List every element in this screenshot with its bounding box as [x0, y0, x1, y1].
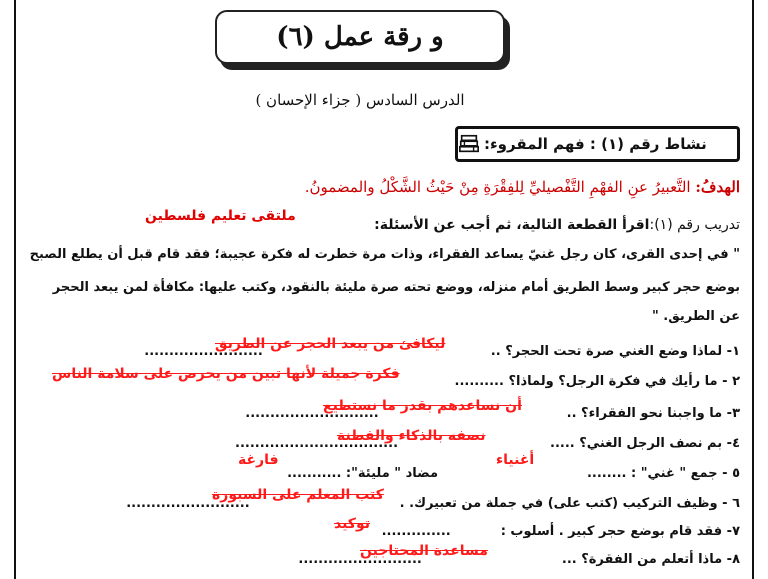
activity-label: نشاط رقم (١) : فهم المقروء:	[484, 135, 707, 153]
training-instruction	[374, 217, 740, 233]
answer-1: ليكافئ من يبعد الحجر عن الطريق	[215, 336, 446, 352]
question-text: ٨- ماذا أتعلم من الفقرة؟ ...	[561, 552, 740, 567]
answer-dots: .................................	[235, 436, 399, 451]
question-5: ٥ - جمع " غني" : ........	[586, 466, 740, 481]
books-icon	[458, 133, 480, 155]
question-text: ٦ - وظيف التركيب (كتب على) في جملة من تعبيرك. .	[399, 496, 740, 511]
worksheet-title: و رقة عمل (٦)	[215, 10, 505, 64]
answer-dots: .........................	[298, 552, 422, 567]
question-7	[382, 524, 740, 539]
answer-dots: ...........................	[245, 406, 379, 421]
answer-dots: ..............	[381, 524, 451, 539]
question-text: ٤- بم نصف الرجل الغني؟ .....	[550, 436, 740, 451]
goal-text: التَّعبيرُ عنِ الفهْمِ التَّفْصيليِّ لِلفِقْرَةِ مِنْ حَيْثُ الشَّكْلُ والمضمونُ.	[304, 178, 691, 196]
question-text: ١- لماذا وضع الغني صرة تحت الحجر؟ ..	[490, 344, 740, 359]
question-text: ٧- فقد قام بوضع حجر كبير . أسلوب :	[500, 524, 740, 539]
paragraph-line: عن الطريق. "	[651, 309, 740, 324]
answer-4: نصفه بالذكاء والفطنة	[337, 428, 486, 444]
answer-8: مساعدة المحتاجين	[360, 543, 488, 559]
answer-3: أن نساعدهم بقدر ما نستطيع	[323, 398, 522, 414]
question-2: ٢ - ما رأيك في فكرة الرجل؟ ولماذا؟ ..........	[454, 374, 740, 389]
answer-7: توكيد	[334, 516, 370, 532]
training-prefix: تدريب رقم (١):	[649, 217, 740, 233]
answer-5b: فارغة	[238, 452, 279, 468]
question-5-part2: مضاد " مليئة": ...........	[287, 466, 438, 481]
answer-2: فكرة جميلة لأنها تبين من يحرص على سلامة الناس	[52, 366, 400, 382]
paragraph-line: بوضع حجر كبير وسط الطريق أمام منزله، ووضع تحته صرة مليئة بالنقود، وكتب عليها: مكافأة لمن يبعد الحجر	[52, 280, 740, 295]
answer-5a: أغنياء	[496, 452, 535, 468]
goal-line	[305, 178, 740, 196]
goal-label: الهدفُ:	[695, 178, 740, 196]
activity-box	[455, 126, 740, 162]
paragraph-line: " في إحدى القرى، كان رجل غنيّ يساعد الفقراء، وذات مرة خطرت له فكرة عجيبة؛ فقد قام قبل أن يطلع الصبح	[29, 247, 740, 262]
training-text: اقرأ القطعة التالية، ثم أجب عن الأسئلة:	[374, 217, 650, 233]
answer-dots: ........................	[144, 344, 263, 359]
question-4	[235, 436, 740, 451]
right-border-line	[752, 0, 754, 579]
answer-6: كتب المعلم على السبورة	[212, 487, 384, 503]
left-border-line	[14, 0, 16, 579]
question-text: ٣- ما واجبنا نحو الفقراء؟ ..	[566, 406, 740, 421]
watermark-stamp: ملتقى تعليم فلسطين	[145, 208, 296, 224]
answer-dots: .........................	[126, 496, 250, 511]
lesson-title: الدرس السادس ( جزاء الإحسان )	[255, 91, 465, 109]
